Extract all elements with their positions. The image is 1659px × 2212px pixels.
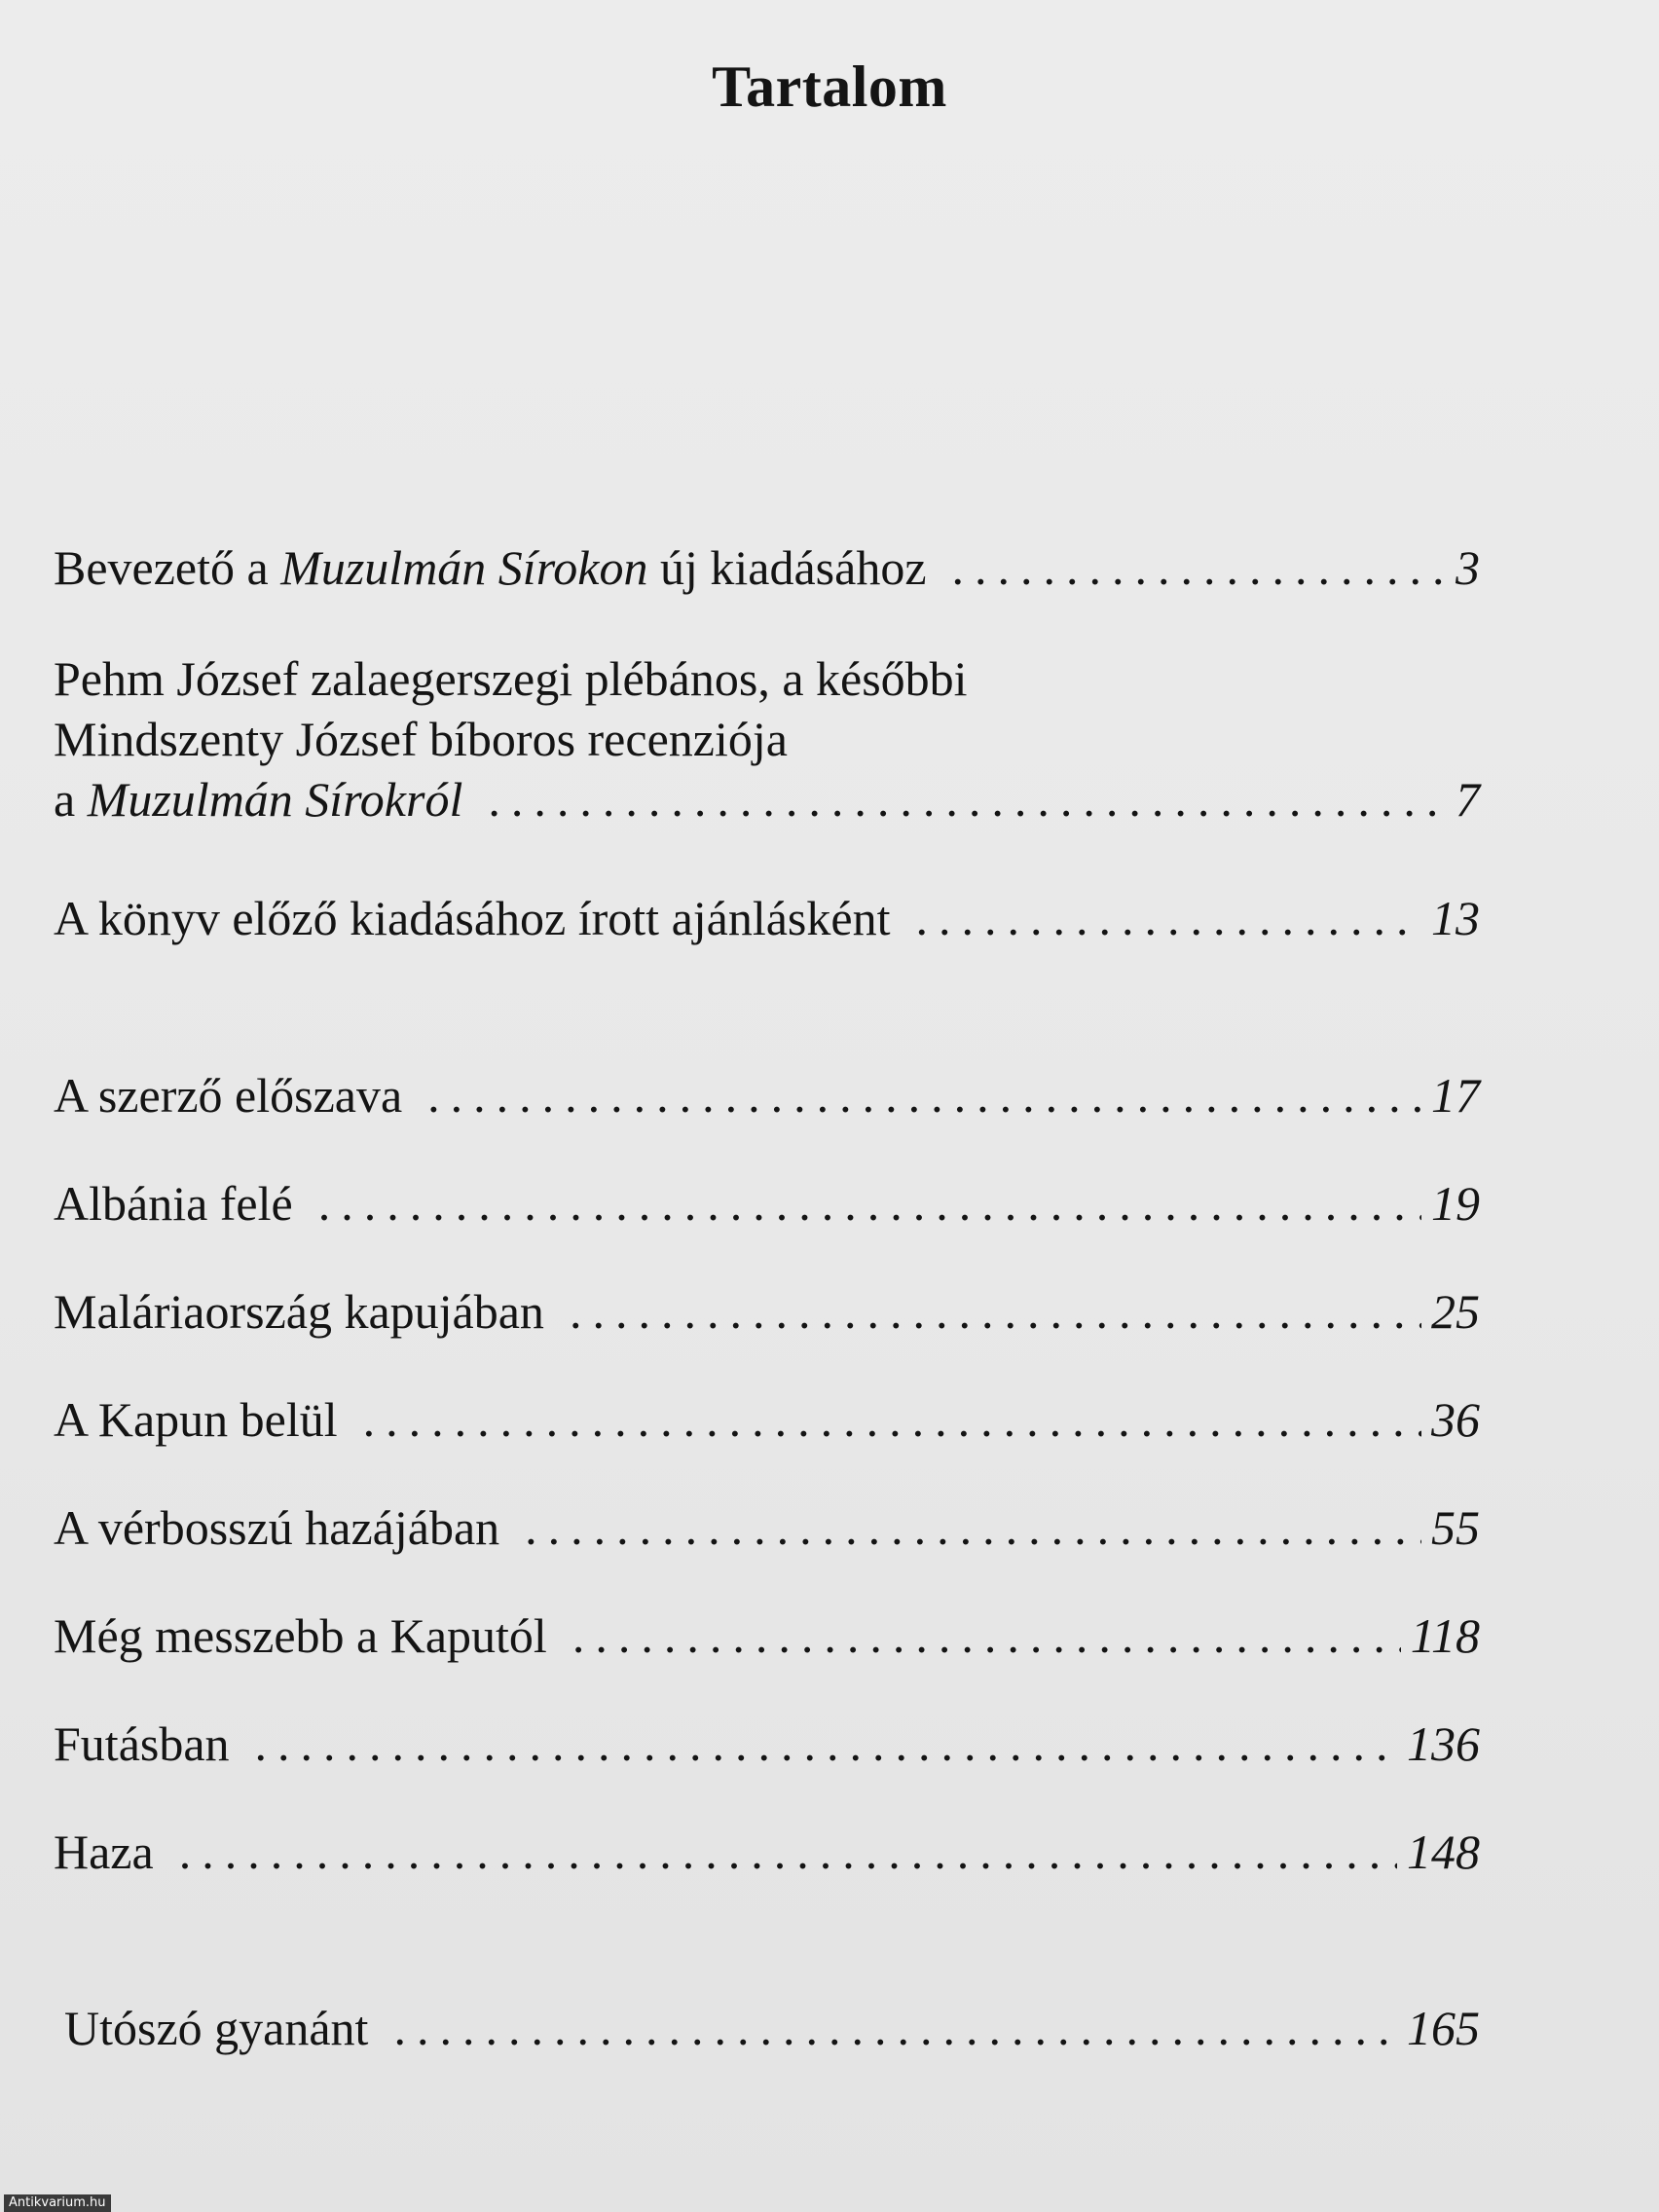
toc-entry-ajanlas[interactable] xyxy=(54,888,1480,948)
page-number: 136 xyxy=(1407,1716,1480,1771)
dot-leader xyxy=(570,1281,1421,1342)
toc-entry-futasban[interactable] xyxy=(54,1714,1480,1774)
toc-entry-albania[interactable] xyxy=(54,1173,1480,1234)
toc-entry-messzebb[interactable] xyxy=(54,1605,1480,1666)
page-number: 25 xyxy=(1431,1284,1480,1339)
dot-leader xyxy=(572,1605,1401,1666)
page-number: 3 xyxy=(1456,540,1480,595)
page-number: 118 xyxy=(1410,1608,1480,1663)
dot-leader xyxy=(915,888,1421,948)
toc-entry-title: Albánia felé xyxy=(54,1176,293,1231)
toc-entry-verbosszu[interactable] xyxy=(54,1497,1480,1558)
toc-entry-malaria[interactable] xyxy=(54,1281,1480,1342)
toc-entry-title: Bevezető a Muzulmán Sírokon új kiadásához xyxy=(54,540,927,595)
toc-entry-title: A vérbosszú hazájában xyxy=(54,1500,500,1555)
page-number: 17 xyxy=(1431,1068,1480,1123)
page-number: 55 xyxy=(1431,1500,1480,1555)
page-number: 19 xyxy=(1431,1176,1480,1231)
toc-entry-recenzio[interactable] xyxy=(54,648,1480,830)
dot-leader xyxy=(525,1497,1421,1558)
toc-entry-title-line2: Mindszenty József bíboros recenziója xyxy=(54,712,788,766)
toc-entry-title: Utószó gyanánt xyxy=(64,2001,369,2055)
toc-entry-title: A könyv előző kiadásához írott ajánlásként xyxy=(54,891,891,945)
dot-leader xyxy=(952,537,1446,598)
page-number: 148 xyxy=(1407,1825,1480,1879)
dot-leader xyxy=(393,1998,1397,2058)
dot-leader xyxy=(363,1389,1421,1450)
toc-entry-haza[interactable] xyxy=(54,1822,1480,1882)
dot-leader xyxy=(179,1822,1397,1882)
page-number: 165 xyxy=(1407,2001,1480,2055)
page-title: Tartalom xyxy=(712,55,947,119)
toc-entry-title: Maláriaország kapujában xyxy=(54,1284,544,1339)
page-number: 13 xyxy=(1431,891,1480,945)
toc-entry-eloszo[interactable] xyxy=(54,1065,1480,1125)
dot-leader xyxy=(427,1065,1421,1125)
page-number: 7 xyxy=(1456,772,1480,827)
toc-entry-kapun-belul[interactable] xyxy=(54,1389,1480,1450)
page-number: 36 xyxy=(1431,1392,1480,1447)
toc-entry-title-line1: Pehm József zalaegerszegi plébános, a későbbi xyxy=(54,651,968,706)
toc-entry-title: Futásban xyxy=(54,1716,230,1771)
toc-entry-utoszo[interactable] xyxy=(64,1998,1480,2058)
toc-entry-title: Még messzebb a Kaputól xyxy=(54,1608,547,1663)
toc-entry-title: A Kapun belül xyxy=(54,1392,338,1447)
dot-leader xyxy=(318,1173,1421,1234)
toc-entry-title: Haza xyxy=(54,1825,154,1879)
toc-entry-title: A szerző előszava xyxy=(54,1068,403,1123)
toc-entry-title-line3: a Muzulmán Sírokról xyxy=(54,772,463,827)
dot-leader xyxy=(255,1714,1397,1774)
dot-leader xyxy=(488,769,1446,830)
toc-entry-bevezeto[interactable] xyxy=(54,537,1480,598)
watermark: Antikvarium.hu xyxy=(4,2194,111,2212)
